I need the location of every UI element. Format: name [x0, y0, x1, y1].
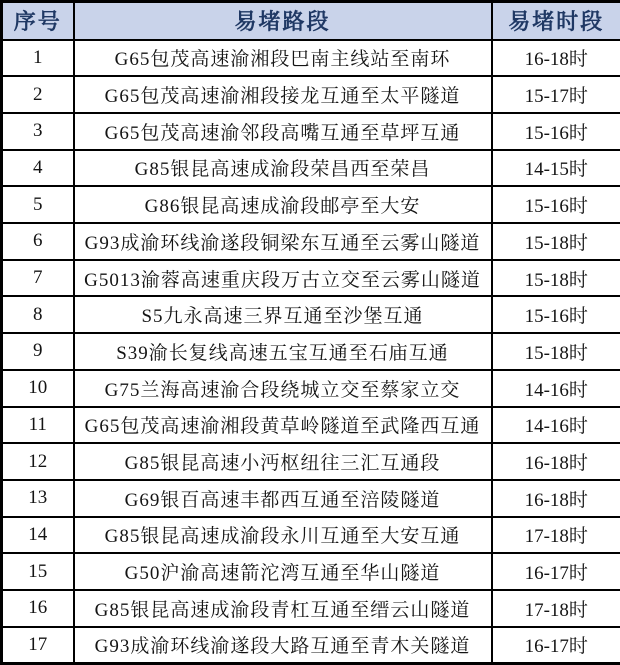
col-header-time: 易堵时段: [492, 2, 620, 40]
congestion-time: 16-17时: [492, 553, 620, 590]
table-row: [2, 260, 620, 297]
road-section: G65包茂高速渝邻段高嘴互通至草坪互通: [74, 113, 492, 150]
table-row: [2, 407, 620, 444]
col-header-index: 序号: [2, 2, 74, 40]
table-row: [2, 186, 620, 223]
row-index: 9: [2, 333, 74, 370]
road-section: G85银昆高速小沔枢纽往三汇互通段: [74, 443, 492, 480]
col-header-section: 易堵路段: [74, 2, 492, 40]
congestion-time: 16-18时: [492, 443, 620, 480]
table-row: [2, 370, 620, 407]
table-row: [2, 150, 620, 187]
table-row: [2, 553, 620, 590]
road-section: S5九永高速三界互通至沙堡互通: [74, 296, 492, 333]
congestion-time: 14-16时: [492, 370, 620, 407]
table-row: [2, 223, 620, 260]
congestion-time: 14-15时: [492, 150, 620, 187]
table-row: [2, 333, 620, 370]
table-row: [2, 480, 620, 517]
row-index: 5: [2, 186, 74, 223]
row-index: 6: [2, 223, 74, 260]
road-section: G85银昆高速成渝段青杠互通至缙云山隧道: [74, 590, 492, 627]
row-index: 16: [2, 590, 74, 627]
road-section: G65包茂高速渝湘段接龙互通至太平隧道: [74, 76, 492, 113]
road-section: G50沪渝高速箭沱湾互通至华山隧道: [74, 553, 492, 590]
congestion-time: 17-18时: [492, 590, 620, 627]
table-row: [2, 296, 620, 333]
road-section: G93成渝环线渝遂段大路互通至青木关隧道: [74, 627, 492, 664]
road-section: G65包茂高速渝湘段黄草岭隧道至武隆西互通: [74, 407, 492, 444]
congestion-time: 15-16时: [492, 113, 620, 150]
road-section: G69银百高速丰都西互通至涪陵隧道: [74, 480, 492, 517]
congestion-time: 15-16时: [492, 186, 620, 223]
congestion-time: 15-18时: [492, 260, 620, 297]
table-row: [2, 76, 620, 113]
congestion-time: 15-18时: [492, 223, 620, 260]
row-index: 13: [2, 480, 74, 517]
road-section: G75兰海高速渝合段绕城立交至蔡家立交: [74, 370, 492, 407]
row-index: 17: [2, 627, 74, 664]
congestion-time: 14-16时: [492, 407, 620, 444]
row-index: 10: [2, 370, 74, 407]
table-row: [2, 40, 620, 77]
road-section: G86银昆高速成渝段邮亭至大安: [74, 186, 492, 223]
road-section: S39渝长复线高速五宝互通至石庙互通: [74, 333, 492, 370]
table-row: [2, 627, 620, 664]
row-index: 1: [2, 40, 74, 77]
row-index: 2: [2, 76, 74, 113]
row-index: 14: [2, 517, 74, 554]
row-index: 11: [2, 407, 74, 444]
table-row: [2, 517, 620, 554]
row-index: 8: [2, 296, 74, 333]
row-index: 3: [2, 113, 74, 150]
row-index: 7: [2, 260, 74, 297]
table-row: [2, 590, 620, 627]
congestion-time: 16-18时: [492, 480, 620, 517]
road-section: G85银昆高速成渝段荣昌西至荣昌: [74, 150, 492, 187]
congestion-time: 15-16时: [492, 296, 620, 333]
row-index: 15: [2, 553, 74, 590]
road-section: G85银昆高速成渝段永川互通至大安互通: [74, 517, 492, 554]
road-section: G93成渝环线渝遂段铜梁东互通至云雾山隧道: [74, 223, 492, 260]
row-index: 4: [2, 150, 74, 187]
road-section: G65包茂高速渝湘段巴南主线站至南环: [74, 40, 492, 77]
congestion-time: 16-17时: [492, 627, 620, 664]
row-index: 12: [2, 443, 74, 480]
congestion-time: 15-18时: [492, 333, 620, 370]
congestion-time: 16-18时: [492, 40, 620, 77]
table-row: [2, 113, 620, 150]
table-row: [2, 443, 620, 480]
header-row: [2, 2, 620, 40]
road-section: G5013渝蓉高速重庆段万古立交至云雾山隧道: [74, 260, 492, 297]
congestion-time: 17-18时: [492, 517, 620, 554]
congestion-time: 15-17时: [492, 76, 620, 113]
